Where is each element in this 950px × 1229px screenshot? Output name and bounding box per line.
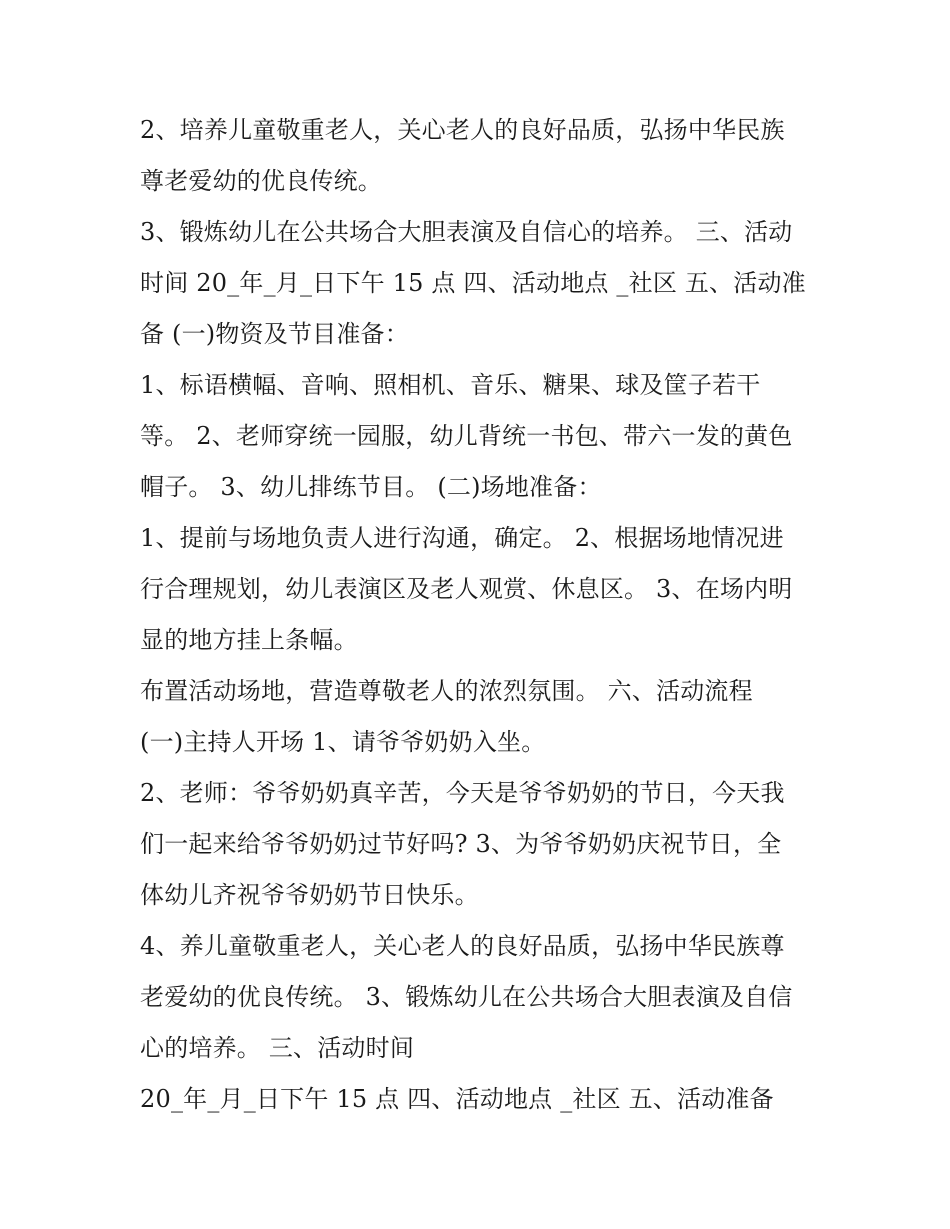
- text-line: 3、锻炼幼儿在公共场合大胆表演及自信心的培养。 三、活动: [140, 218, 793, 246]
- text-line: (一)主持人开场 1、请爷爷奶奶入坐。: [140, 728, 546, 756]
- paragraph-3: [140, 360, 820, 513]
- paragraph-8: [140, 921, 820, 1074]
- text-line: 显的地方挂上条幅。: [140, 626, 358, 654]
- text-line: 2、老师：爷爷奶奶真辛苦，今天是爷爷奶奶的节日，今天我: [140, 779, 785, 807]
- text-line: 行合理规划，幼儿表演区及老人观赏、休息区。 3、在场内明: [140, 575, 793, 603]
- text-line: 1、标语横幅、音响、照相机、音乐、糖果、球及筐子若干: [140, 371, 761, 399]
- document-body: [140, 105, 820, 1125]
- text-line: 体幼儿齐祝爷爷奶奶节日快乐。: [140, 881, 479, 909]
- text-line: 们一起来给爷爷奶奶过节好吗? 3、为爷爷奶奶庆祝节日，全: [140, 830, 782, 858]
- paragraph-2: [140, 207, 820, 360]
- text-line: 心的培养。 三、活动时间: [140, 1034, 415, 1062]
- paragraph-9: [140, 1074, 820, 1125]
- text-line: 老爱幼的优良传统。 3、锻炼幼儿在公共场合大胆表演及自信: [140, 983, 793, 1011]
- text-line: 等。 2、老师穿统一园服，幼儿背统一书包、带六一发的黄色: [140, 422, 793, 450]
- text-line: 2、培养儿童敬重老人，关心老人的良好品质，弘扬中华民族: [140, 116, 785, 144]
- text-line: 20_年_月_日下午 15 点 四、活动地点 _社区 五、活动准备: [140, 1085, 774, 1113]
- paragraph-4: [140, 513, 820, 666]
- text-line: 备 (一)物资及节目准备：: [140, 320, 409, 348]
- paragraph-6: [140, 717, 820, 768]
- text-line: 尊老爱幼的优良传统。: [140, 167, 382, 195]
- paragraph-1: [140, 105, 820, 207]
- text-line: 4、养儿童敬重老人，关心老人的良好品质，弘扬中华民族尊: [140, 932, 785, 960]
- text-line: 帽子。 3、幼儿排练节目。 (二)场地准备：: [140, 473, 602, 501]
- text-line: 时间 20_年_月_日下午 15 点 四、活动地点 _社区 五、活动准: [140, 269, 806, 297]
- paragraph-7: [140, 768, 820, 921]
- paragraph-5: [140, 666, 820, 717]
- text-line: 1、提前与场地负责人进行沟通，确定。 2、根据场地情况进: [140, 524, 784, 552]
- text-line: 布置活动场地，营造尊敬老人的浓烈氛围。 六、活动流程: [140, 677, 753, 705]
